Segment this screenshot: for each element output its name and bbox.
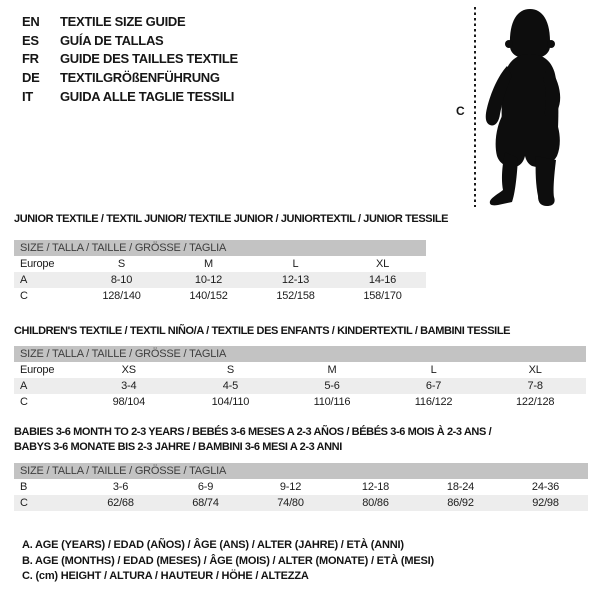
row-label: C	[20, 396, 28, 408]
size-value-cell: 8-10	[110, 274, 133, 286]
row-label: A	[20, 274, 28, 286]
row-label: C	[20, 497, 28, 509]
size-value-cell: L	[430, 364, 437, 376]
size-value-cell: 158/170	[363, 290, 402, 302]
footnote-line: B. AGE (MONTHS) / EDAD (MESES) / ÂGE (MOIS) / ALTER (MONATE) / ETÀ (MESI)	[22, 554, 434, 567]
size-value-cell: 14-16	[368, 274, 397, 286]
footnote-line: C. (cm) HEIGHT / ALTURA / HAUTEUR / HÖHE / ALTEZZA	[22, 570, 309, 582]
size-value-cell: 104/110	[211, 396, 250, 408]
language-row	[22, 50, 238, 69]
size-value-cell: 74/80	[277, 497, 304, 509]
language-title: TEXTILGRÖßENFÜHRUNG	[60, 70, 220, 86]
babies-table-title: BABIES 3-6 MONTH TO 2-3 YEARS / BEBÉS 3-6 MESES A 2-3 AÑOS / BÉBÉS 3-6 MOIS À 2-3 ANS / BABYS 3-6 MONATE BIS 2-3 JAHRE / BAMBINI 3-6 MESI A 2-3 ANNI	[14, 426, 492, 453]
size-value-cell: 122/128	[515, 396, 555, 408]
size-value-cell: 116/122	[414, 396, 453, 408]
children-size-table	[14, 324, 586, 410]
height-marker-label: C	[456, 104, 465, 118]
table-row	[14, 394, 586, 410]
size-value-cell: 152/158	[276, 290, 315, 302]
size-value-cell: 9-12	[279, 481, 302, 493]
row-label: B	[20, 481, 28, 493]
language-title: GUIDA ALLE TAGLIE TESSILI	[60, 88, 235, 104]
size-value-cell: 5-6	[324, 380, 340, 392]
size-value-cell: 92/98	[532, 497, 559, 509]
junior-table-title: JUNIOR TEXTILE / TEXTIL JUNIOR/ TEXTILE JUNIOR / JUNIORTEXTIL / JUNIOR TESSILE	[14, 213, 449, 225]
table-row	[14, 378, 586, 394]
size-value-cell: XS	[121, 364, 136, 376]
row-label: Europe	[20, 258, 55, 270]
size-value-cell: S	[226, 364, 234, 376]
size-value-cell: 86/92	[447, 497, 474, 509]
row-label: A	[20, 380, 28, 392]
size-value-cell: 68/74	[192, 497, 219, 509]
size-value-cell: XL	[528, 364, 542, 376]
size-value-cell: 6-7	[425, 380, 442, 392]
language-code: IT	[22, 88, 33, 104]
size-value-cell: 24-36	[531, 481, 560, 493]
size-value-cell: M	[327, 364, 337, 376]
height-figure-area	[450, 4, 598, 207]
row-label: Europe	[20, 364, 55, 376]
size-value-cell: 10-12	[194, 274, 223, 286]
size-value-cell: 6-9	[197, 481, 214, 493]
footnote-line: A. AGE (YEARS) / EDAD (AÑOS) / ÂGE (ANS) / ALTER (JAHRE) / ETÀ (ANNI)	[22, 539, 404, 551]
language-title: GUÍA DE TALLAS	[60, 32, 164, 48]
size-value-cell: 128/140	[102, 290, 141, 302]
size-value-cell: XL	[375, 258, 390, 270]
table-row	[14, 256, 426, 272]
size-value-cell: S	[117, 258, 126, 270]
junior-size-table	[14, 212, 449, 304]
table-row	[14, 495, 588, 511]
size-value-cell: 98/104	[112, 396, 146, 408]
language-code: ES	[22, 32, 39, 48]
language-row	[22, 32, 238, 51]
language-code: EN	[22, 14, 40, 29]
size-value-cell: 110/116	[313, 396, 351, 408]
language-title: TEXTILE SIZE GUIDE	[60, 14, 186, 29]
table-row	[14, 272, 426, 288]
size-header-bar: SIZE / TALLA / TAILLE / GRÖSSE / TAGLIA	[14, 240, 426, 256]
language-title: GUIDE DES TAILLES TEXTILE	[60, 51, 238, 67]
size-value-cell: M	[204, 258, 213, 270]
size-value-cell: 3-4	[121, 380, 137, 392]
table-row	[14, 288, 426, 304]
language-code: FR	[22, 51, 39, 67]
toddler-silhouette-icon	[482, 4, 568, 210]
size-value-cell: 62/68	[107, 497, 134, 509]
size-value-cell: 140/152	[189, 290, 228, 302]
size-value-cell: 80/86	[362, 497, 389, 509]
size-value-cell: 12-18	[361, 481, 390, 493]
height-dashed-line	[474, 7, 476, 207]
language-row	[22, 88, 238, 107]
size-header-bar: SIZE / TALLA / TAILLE / GRÖSSE / TAGLIA	[14, 463, 588, 479]
language-title-list	[22, 13, 238, 107]
size-value-cell: 4-5	[222, 380, 239, 392]
size-value-cell: 3-6	[112, 481, 129, 493]
babies-size-table	[14, 425, 588, 511]
size-value-cell: L	[292, 258, 299, 270]
size-value-cell: 18-24	[446, 481, 475, 493]
table-row	[14, 362, 586, 378]
children-table-title: CHILDREN'S TEXTILE / TEXTIL NIÑO/A / TEXTILE DES ENFANTS / KINDERTEXTIL / BAMBINI TESSILE	[14, 325, 511, 337]
row-label: C	[20, 290, 28, 302]
size-value-cell: 12-13	[281, 274, 310, 286]
language-row	[22, 69, 238, 88]
footnote-legend	[22, 538, 434, 585]
size-value-cell: 7-8	[527, 380, 543, 392]
size-header-bar: SIZE / TALLA / TAILLE / GRÖSSE / TAGLIA	[14, 346, 586, 362]
table-row	[14, 479, 588, 495]
language-code: DE	[22, 70, 40, 86]
language-row	[22, 13, 238, 32]
